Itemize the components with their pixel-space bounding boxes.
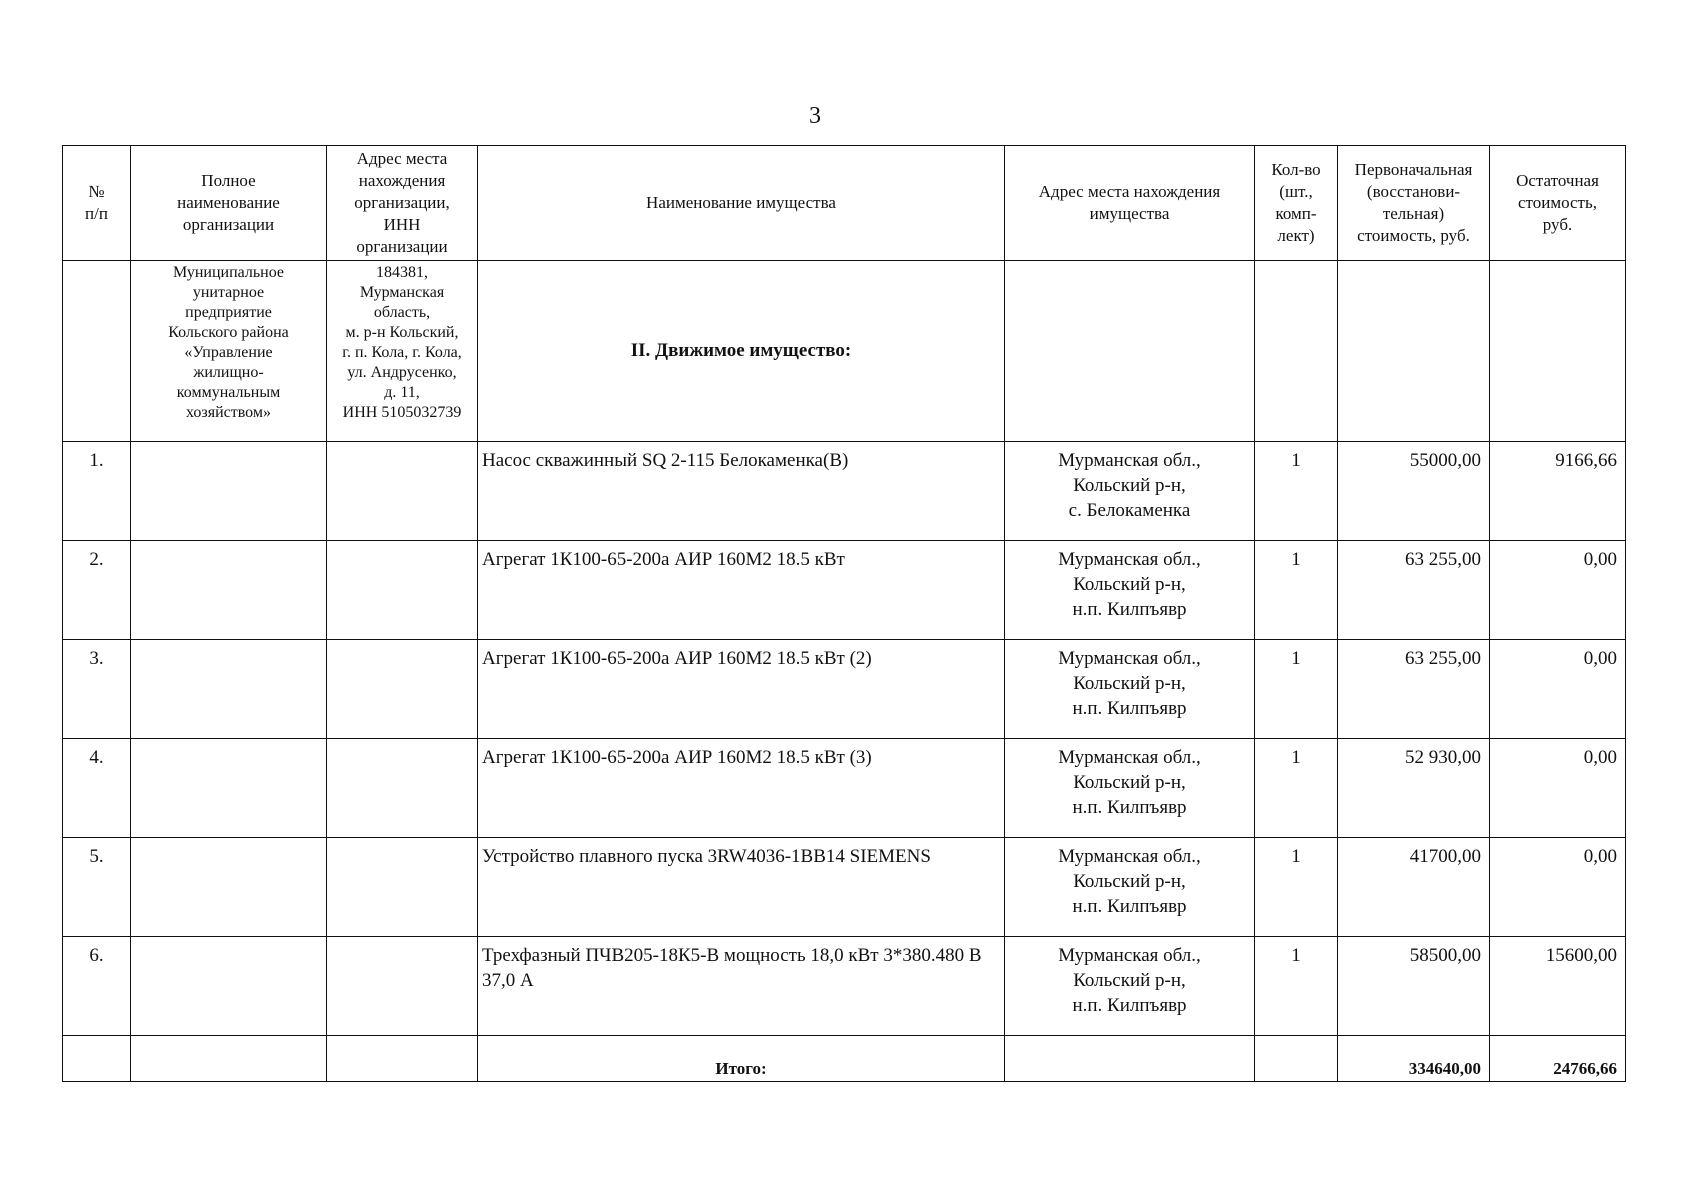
total-empty-cell <box>327 1036 478 1082</box>
row-initial-cost: 41700,00 <box>1338 838 1490 937</box>
total-label: Итого: <box>478 1036 1005 1082</box>
table-row <box>63 838 1626 937</box>
header-property-name <box>478 146 1005 261</box>
header-initial-cost <box>1338 146 1490 261</box>
row-empty-cell <box>131 442 327 541</box>
header-org-name-text: Полное наименование организации <box>177 171 280 234</box>
row-empty-cell <box>327 442 478 541</box>
org-empty-cell <box>1338 261 1490 442</box>
row-quantity: 1 <box>1255 640 1338 739</box>
table-row <box>63 937 1626 1036</box>
org-address: 184381, Мурманская область, м. р-н Кольский, г. п. Кола, г. Кола, ул. Андрусенко, д. 11, ИНН 5105032739 <box>342 264 462 421</box>
org-name-cell <box>131 261 327 442</box>
row-initial-cost: 63 255,00 <box>1338 541 1490 640</box>
total-empty-cell <box>1005 1036 1255 1082</box>
row-empty-cell <box>131 838 327 937</box>
row-empty-cell <box>131 541 327 640</box>
row-quantity: 1 <box>1255 739 1338 838</box>
total-initial-cost: 334640,00 <box>1338 1036 1490 1082</box>
row-residual-cost: 0,00 <box>1490 640 1626 739</box>
table-row <box>63 541 1626 640</box>
header-quantity-text: Кол-во (шт., комп- лект) <box>1271 160 1321 245</box>
table-row <box>63 739 1626 838</box>
section-title-cell <box>478 261 1005 442</box>
row-residual-cost: 15600,00 <box>1490 937 1626 1036</box>
table-row <box>63 442 1626 541</box>
row-property-name: Агрегат 1К100-65-200а АИР 160М2 18.5 кВт (2) <box>478 640 1005 739</box>
row-property-name: Трехфазный ПЧВ205-18К5-В мощность 18,0 кВт 3*380.480 В 37,0 А <box>478 937 1005 1036</box>
row-num: 1. <box>63 442 131 541</box>
total-empty-cell <box>131 1036 327 1082</box>
row-quantity: 1 <box>1255 442 1338 541</box>
row-property-name: Устройство плавного пуска 3RW4036-1BB14 SIEMENS <box>478 838 1005 937</box>
header-property-address <box>1005 146 1255 261</box>
row-num: 5. <box>63 838 131 937</box>
row-empty-cell <box>131 937 327 1036</box>
row-residual-cost: 0,00 <box>1490 541 1626 640</box>
total-empty-cell <box>1255 1036 1338 1082</box>
row-quantity: 1 <box>1255 838 1338 937</box>
header-org-address <box>327 146 478 261</box>
row-num: 2. <box>63 541 131 640</box>
header-row <box>63 146 1626 261</box>
row-initial-cost: 55000,00 <box>1338 442 1490 541</box>
organization-row <box>63 261 1626 442</box>
row-residual-cost: 0,00 <box>1490 838 1626 937</box>
row-empty-cell <box>131 640 327 739</box>
row-property-address: Мурманская обл., Кольский р-н, н.п. Килпъявр <box>1005 541 1255 640</box>
table-row <box>63 640 1626 739</box>
header-property-name-text: Наименование имущества <box>646 193 836 212</box>
header-quantity <box>1255 146 1338 261</box>
row-property-address: Мурманская обл., Кольский р-н, н.п. Килпъявр <box>1005 739 1255 838</box>
total-empty-cell <box>63 1036 131 1082</box>
row-quantity: 1 <box>1255 937 1338 1036</box>
row-property-address: Мурманская обл., Кольский р-н, н.п. Килпъявр <box>1005 838 1255 937</box>
row-initial-cost: 52 930,00 <box>1338 739 1490 838</box>
row-num: 6. <box>63 937 131 1036</box>
row-property-address: Мурманская обл., Кольский р-н, с. Белокаменка <box>1005 442 1255 541</box>
header-residual-cost-text: Остаточная стоимость, руб. <box>1516 171 1599 234</box>
header-residual-cost <box>1490 146 1626 261</box>
org-name: Муниципальное унитарное предприятие Кольского района «Управление жилищно- коммунальным хозяйством» <box>168 264 289 421</box>
org-empty-cell <box>1005 261 1255 442</box>
row-empty-cell <box>327 937 478 1036</box>
row-property-name: Агрегат 1К100-65-200а АИР 160М2 18.5 кВт (3) <box>478 739 1005 838</box>
section-title: II. Движимое имущество: <box>630 340 852 361</box>
row-quantity: 1 <box>1255 541 1338 640</box>
row-initial-cost: 63 255,00 <box>1338 640 1490 739</box>
row-num: 4. <box>63 739 131 838</box>
org-address-cell <box>327 261 478 442</box>
org-empty-cell <box>1490 261 1626 442</box>
row-empty-cell <box>327 640 478 739</box>
row-empty-cell <box>327 739 478 838</box>
header-org-address-text: Адрес места нахождения организации, ИНН организации <box>354 149 450 256</box>
header-num <box>63 146 131 261</box>
total-residual-cost: 24766,66 <box>1490 1036 1626 1082</box>
org-empty-cell <box>1255 261 1338 442</box>
row-num: 3. <box>63 640 131 739</box>
org-num-cell <box>63 261 131 442</box>
header-org-name <box>131 146 327 261</box>
row-empty-cell <box>131 739 327 838</box>
header-num-text: № п/п <box>85 182 108 223</box>
row-residual-cost: 9166,66 <box>1490 442 1626 541</box>
row-property-address: Мурманская обл., Кольский р-н, н.п. Килпъявр <box>1005 640 1255 739</box>
row-residual-cost: 0,00 <box>1490 739 1626 838</box>
row-empty-cell <box>327 838 478 937</box>
row-property-address: Мурманская обл., Кольский р-н, н.п. Килпъявр <box>1005 937 1255 1036</box>
row-empty-cell <box>327 541 478 640</box>
header-initial-cost-text: Первоначальная (восстанови- тельная) стоимость, руб. <box>1354 160 1473 245</box>
row-property-name: Агрегат 1К100-65-200а АИР 160М2 18.5 кВт <box>478 541 1005 640</box>
row-property-name: Насос скважинный SQ 2-115 Белокаменка(В) <box>478 442 1005 541</box>
property-table <box>62 145 1626 1082</box>
page-number: 3 <box>809 103 821 129</box>
row-initial-cost: 58500,00 <box>1338 937 1490 1036</box>
total-row <box>63 1036 1626 1082</box>
header-property-address-text: Адрес места нахождения имущества <box>1038 182 1221 223</box>
